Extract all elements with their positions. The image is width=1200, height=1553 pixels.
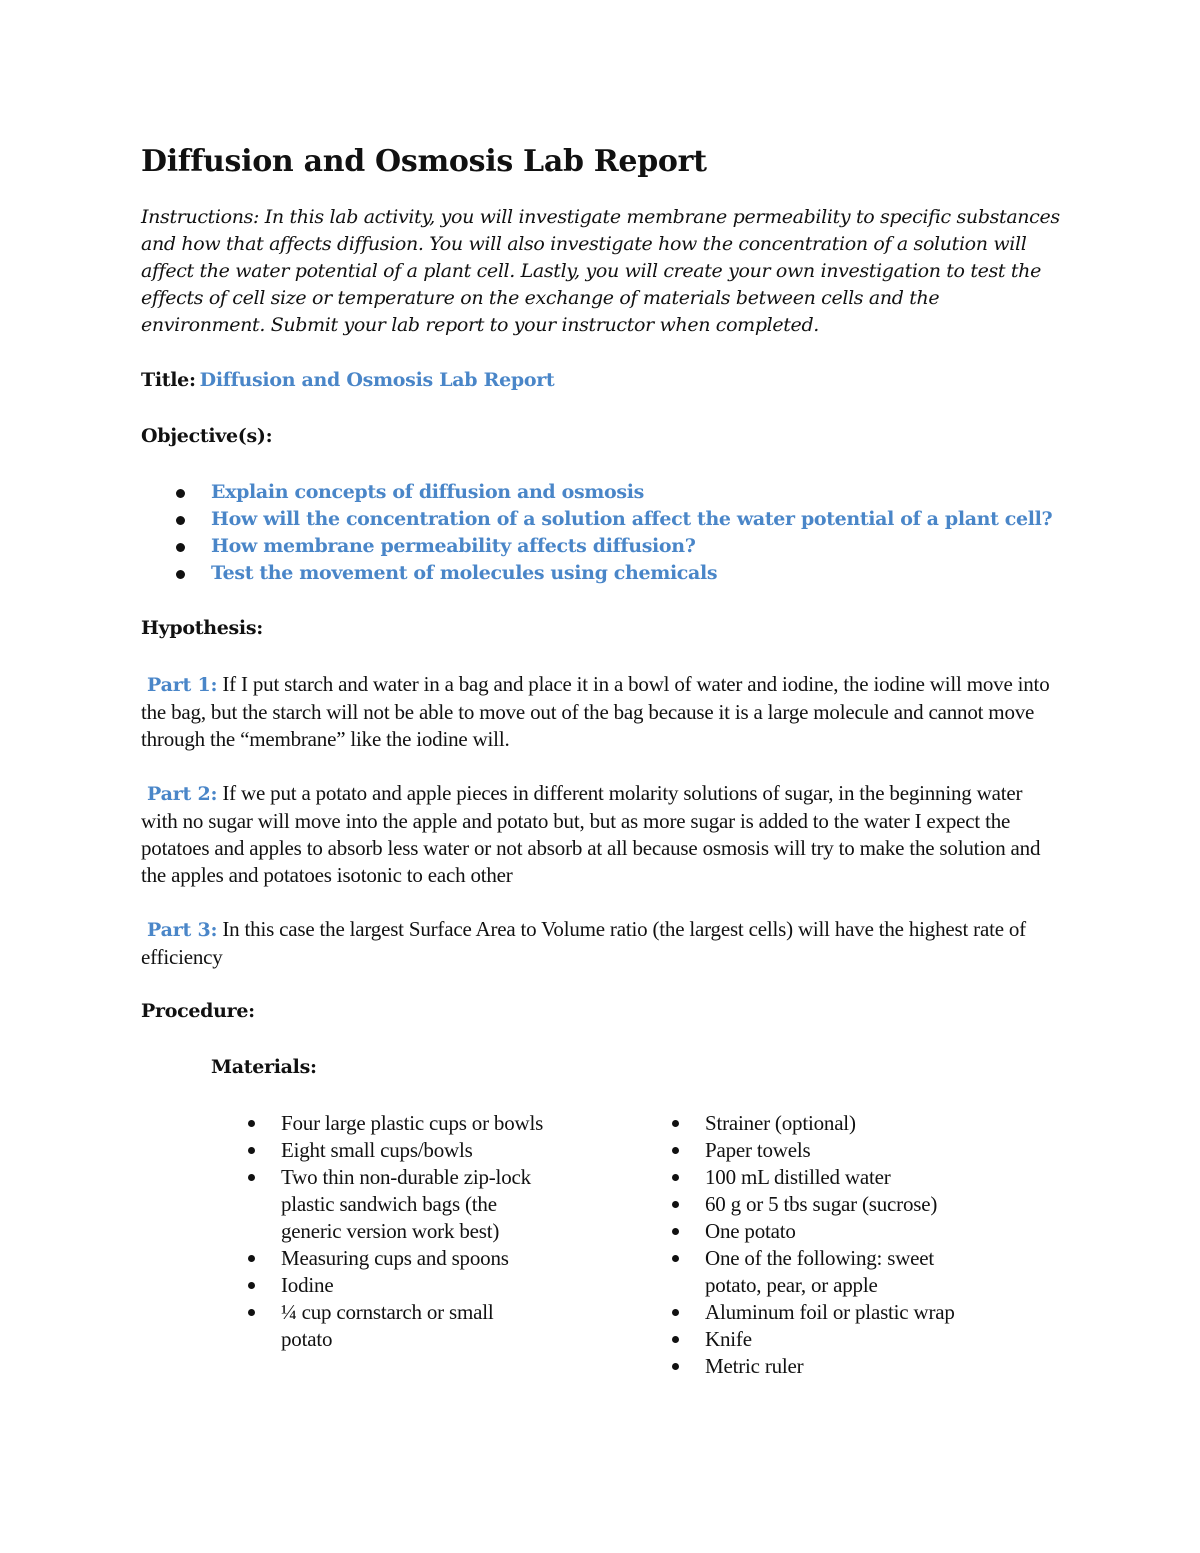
hypothesis-part-text: In this case the largest Surface Area to Volume ratio (the largest cells) will have the highest rate of efficiency	[141, 917, 1026, 969]
material-item: Eight small cups/bowls	[211, 1137, 635, 1164]
objectives-label: Objective(s):	[141, 425, 273, 447]
material-item: Strainer (optional)	[635, 1110, 975, 1137]
material-item: Paper towels	[635, 1137, 975, 1164]
objective-item: Explain concepts of diffusion and osmosis	[141, 479, 1061, 506]
material-item: One of the following: sweet potato, pear, or apple	[635, 1245, 975, 1299]
objectives-list	[141, 479, 1061, 587]
materials-heading-row	[211, 1054, 1061, 1082]
objective-item: Test the movement of molecules using chemicals	[141, 560, 1061, 587]
objective-item: How membrane permeability affects diffusion?	[141, 533, 1061, 560]
hypothesis-part-label: Part 1:	[147, 674, 218, 696]
material-item: 100 mL distilled water	[635, 1164, 975, 1191]
materials-list-left	[211, 1110, 635, 1380]
material-item: Iodine	[211, 1272, 635, 1299]
material-item: 60 g or 5 tbs sugar (sucrose)	[635, 1191, 975, 1218]
hypothesis-heading-row	[141, 615, 1061, 643]
procedure-heading-row	[141, 998, 1061, 1026]
hypothesis-part-text: If I put starch and water in a bag and place it in a bowl of water and iodine, the iodine will move into the bag, but the starch will not be able to move out of the bag because it is a large molecule and cannot move through the “membrane” like the iodine will.	[141, 672, 1050, 751]
hypothesis-part-1	[141, 671, 1061, 753]
title-value: Diffusion and Osmosis Lab Report	[199, 369, 555, 391]
material-item: Metric ruler	[635, 1353, 975, 1380]
materials-list-right	[635, 1110, 975, 1380]
document-body	[141, 140, 1061, 1380]
hypothesis-part-label: Part 2:	[147, 783, 218, 805]
material-item: Two thin non-durable zip-lock plastic sandwich bags (the generic version work best)	[211, 1164, 635, 1245]
hypothesis-part-text: If we put a potato and apple pieces in different molarity solutions of sugar, in the beginning water with no sugar will move into the apple and potato but, but as more sugar is added to the water I expect the potatoes and apples to absorb less water or not absorb at all because osmosis will try to make the solution and the apples and potatoes isotonic to each other	[141, 781, 1041, 887]
materials-lists	[211, 1110, 1061, 1380]
procedure-label: Procedure:	[141, 1000, 255, 1022]
hypothesis-label: Hypothesis:	[141, 617, 263, 639]
hypothesis-part-label: Part 3:	[147, 919, 218, 941]
hypothesis-part-3	[141, 916, 1061, 971]
material-item: One potato	[635, 1218, 975, 1245]
materials-label: Materials:	[211, 1056, 317, 1078]
hypothesis-part-2	[141, 780, 1061, 889]
title-label: Title:	[141, 369, 196, 391]
objectives-heading-row	[141, 423, 1061, 451]
objective-item: How will the concentration of a solution affect the water potential of a plant cell?	[141, 506, 1061, 533]
instructions-paragraph: Instructions: In this lab activity, you will investigate membrane permeability to specific substances and how that affects diffusion. You will also investigate how the concentration of a solution will affect the water potential of a plant cell. Lastly, you will create your own investigation to test the effects of cell size or temperature on the exchange of materials between cells and the environment. Submit your lab report to your instructor when completed.	[141, 206, 1060, 336]
material-item: Measuring cups and spoons	[211, 1245, 635, 1272]
document-title: Diffusion and Osmosis Lab Report	[141, 144, 707, 179]
material-item: Four large plastic cups or bowls	[211, 1110, 635, 1137]
material-item: Aluminum foil or plastic wrap	[635, 1299, 975, 1326]
material-item: Knife	[635, 1326, 975, 1353]
material-item: ¼ cup cornstarch or small potato	[211, 1299, 635, 1353]
title-row	[141, 367, 1061, 395]
